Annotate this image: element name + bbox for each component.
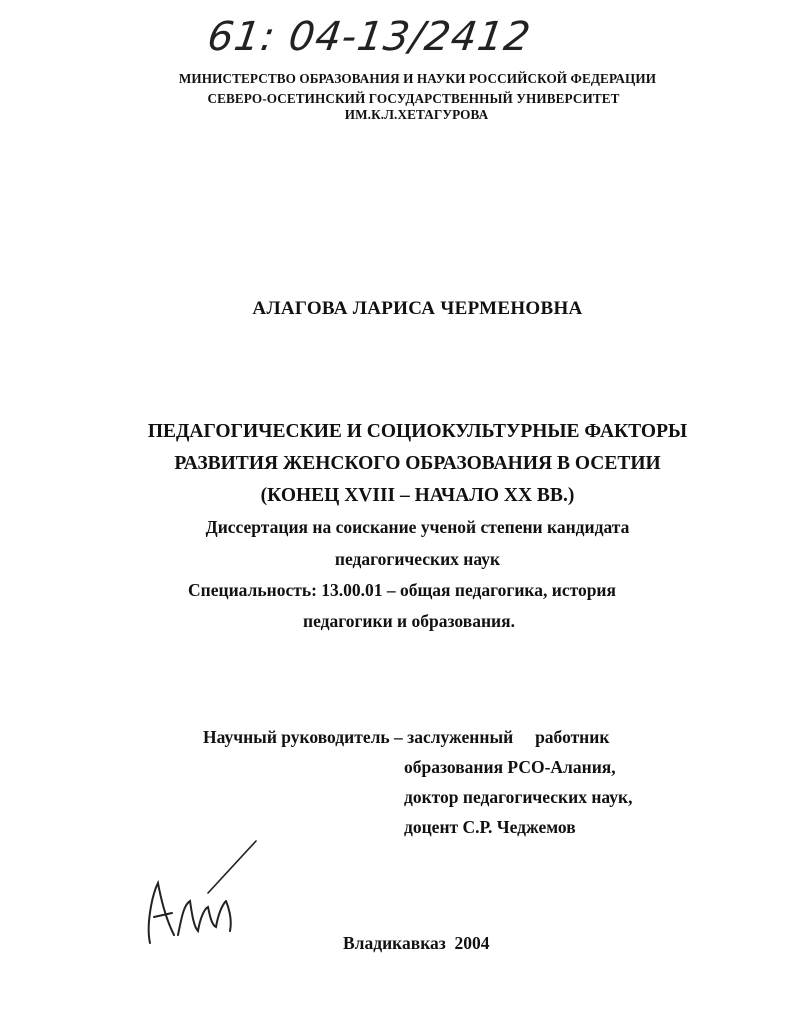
supervisor-line-4: доцент С.Р. Чеджемов	[404, 817, 576, 837]
city-year: Владикавказ 2004	[343, 933, 490, 953]
university-named-after: ИМ.К.Л.ХЕТАГУРОВА	[344, 107, 489, 122]
supervisor-line-1: Научный руководитель – заслуженный работник	[203, 727, 610, 747]
supervisor-line-2: образования РСО-Алания,	[404, 757, 616, 777]
specialty-line-2: педагогики и образования.	[303, 611, 515, 631]
supervisor-line-3: доктор педагогических наук,	[404, 787, 633, 807]
ministry-name: МИНИСТЕРСТВО ОБРАЗОВАНИЯ И НАУКИ РОССИЙСКОЙ ФЕДЕРАЦИИ	[178, 71, 657, 86]
thesis-title-line-1: ПЕДАГОГИЧЕСКИЕ И СОЦИОКУЛЬТУРНЫЕ ФАКТОРЫ	[147, 421, 688, 442]
author-name: АЛАГОВА ЛАРИСА ЧЕРМЕНОВНА	[252, 298, 583, 319]
thesis-title-line-2: РАЗВИТИЯ ЖЕНСКОГО ОБРАЗОВАНИЯ В ОСЕТИИ	[174, 453, 661, 474]
dissertation-degree-line-2: педагогических наук	[334, 549, 501, 569]
university-name: СЕВЕРО-ОСЕТИНСКИЙ ГОСУДАРСТВЕННЫЙ УНИВЕРСИТЕТ	[207, 91, 620, 106]
thesis-title-line-3: (КОНЕЦ XVIII – НАЧАЛО XX ВВ.)	[260, 485, 575, 506]
dissertation-degree-line-1: Диссертация на соискание ученой степени кандидата	[205, 517, 630, 537]
signature-scribble	[138, 835, 268, 955]
specialty-line-1: Специальность: 13.00.01 – общая педагогика, история	[188, 580, 616, 600]
archive-code: 61: 04-13/2412	[204, 14, 534, 60]
